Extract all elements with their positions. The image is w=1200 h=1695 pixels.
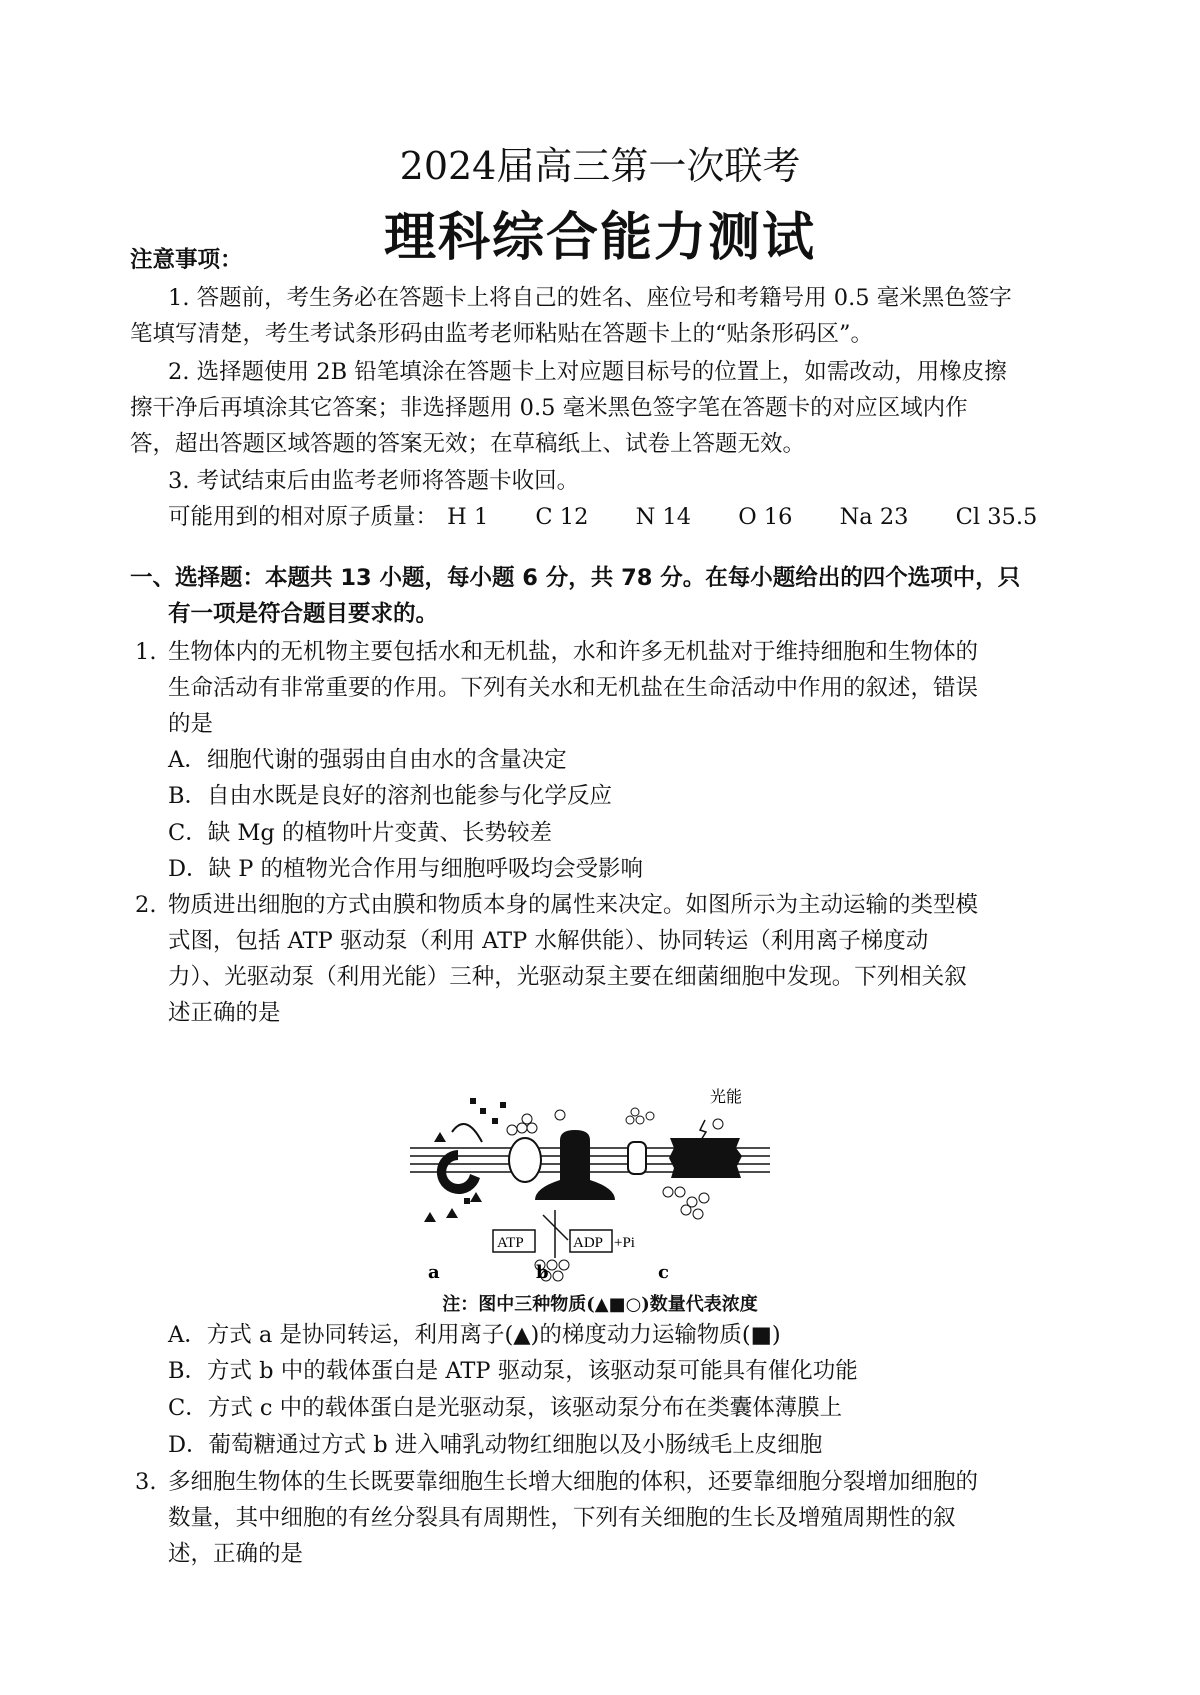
question-stem: 物质进出细胞的方式由膜和物质本身的属性来决定。如图所示为主动运输的类型模 xyxy=(168,892,979,918)
atom-mass: H 1 xyxy=(447,504,489,530)
question-number: 1. xyxy=(135,639,157,665)
question-stem: 力）、光驱动泵（利用光能）三种，光驱动泵主要在细菌细胞中发现。下列相关叙 xyxy=(168,964,967,990)
figure-label-b: b xyxy=(536,1262,549,1283)
question-stem: 多细胞生物体的生长既要靠细胞生长增大细胞的体积，还要靠细胞分裂增加细胞的 xyxy=(168,1469,979,1495)
option-a: A．方式 a 是协同转运，利用离子(▲)的梯度动力运输物质(■) xyxy=(168,1322,781,1348)
question-stem: 述正确的是 xyxy=(168,1000,281,1026)
notice-heading: 注意事项： xyxy=(130,247,243,273)
notice-line: 2. 选择题使用 2B 铅笔填涂在答题卡上对应题目标号的位置上，如需改动，用橡皮擦 xyxy=(168,359,1007,385)
question-stem: 述，正确的是 xyxy=(168,1541,304,1567)
atom-mass: Na 23 xyxy=(839,504,909,530)
atom-mass: O 16 xyxy=(738,504,793,530)
atomic-masses xyxy=(168,502,1077,532)
atom-mass: N 14 xyxy=(635,504,692,530)
atom-mass: C 12 xyxy=(535,504,589,530)
notice-line: 擦干净后再填涂其它答案；非选择题用 0.5 毫米黑色签字笔在答题卡的对应区域内作 xyxy=(130,395,968,421)
adp-label: ADP xyxy=(573,1235,604,1251)
question-number: 2. xyxy=(135,892,157,918)
option-c: C．缺 Mg 的植物叶片变黄、长势较差 xyxy=(168,820,552,846)
section-heading: 有一项是符合题目要求的。 xyxy=(168,601,439,627)
notice-line: 1. 答题前，考生务必在答题卡上将自己的姓名、座位号和考籍号用 0.5 毫米黑色签字 xyxy=(168,285,1012,311)
option-a: A．细胞代谢的强弱由自由水的含量决定 xyxy=(168,747,567,773)
active-transport-figure xyxy=(400,1080,820,1290)
light-label: 光能 xyxy=(710,1087,743,1106)
question-stem: 生命活动有非常重要的作用。下列有关水和无机盐在生命活动中作用的叙述，错误 xyxy=(168,675,979,701)
option-c: C．方式 c 中的载体蛋白是光驱动泵，该驱动泵分布在类囊体薄膜上 xyxy=(168,1395,843,1421)
notice-line: 3. 考试结束后由监考老师将答题卡收回。 xyxy=(168,468,580,494)
question-stem: 生物体内的无机物主要包括水和无机盐，水和许多无机盐对于维持细胞和生物体的 xyxy=(168,639,979,665)
question-stem: 数量，其中细胞的有丝分裂具有周期性，下列有关细胞的生长及增殖周期性的叙 xyxy=(168,1505,956,1531)
section-heading: 一、选择题：本题共 13 小题，每小题 6 分，共 78 分。在每小题给出的四个选项中，只 xyxy=(130,565,1021,591)
question-stem: 的是 xyxy=(168,711,214,737)
atoms-label: 可能用到的相对原子质量： xyxy=(168,504,439,530)
option-d: D．葡萄糖通过方式 b 进入哺乳动物红细胞以及小肠绒毛上皮细胞 xyxy=(168,1432,823,1458)
question-stem: 式图，包括 ATP 驱动泵（利用 ATP 水解供能）、协同转运（利用离子梯度动 xyxy=(168,928,929,954)
atp-label: ATP xyxy=(497,1235,524,1251)
pi-label: +Pi xyxy=(614,1235,635,1251)
figure-caption: 注：图中三种物质(▲■○)数量代表浓度 xyxy=(442,1294,758,1315)
notice-line: 答，超出答题区域答题的答案无效；在草稿纸上、试卷上答题无效。 xyxy=(130,431,806,457)
figure-label-c: c xyxy=(658,1262,669,1283)
notice-line: 笔填写清楚，考生考试条形码由监考老师粘贴在答题卡上的“贴条形码区”。 xyxy=(130,321,874,347)
exam-subtitle: 理科综合能力测试 xyxy=(383,208,816,268)
exam-title: 2024届高三第一次联考 xyxy=(399,144,801,188)
option-d: D．缺 P 的植物光合作用与细胞呼吸均会受影响 xyxy=(168,856,643,882)
option-b: B．方式 b 中的载体蛋白是 ATP 驱动泵，该驱动泵可能具有催化功能 xyxy=(168,1358,858,1384)
option-b: B．自由水既是良好的溶剂也能参与化学反应 xyxy=(168,783,613,809)
question-number: 3. xyxy=(135,1469,157,1495)
atom-mass: Cl 35.5 xyxy=(955,504,1038,530)
figure-label-a: a xyxy=(428,1262,440,1283)
